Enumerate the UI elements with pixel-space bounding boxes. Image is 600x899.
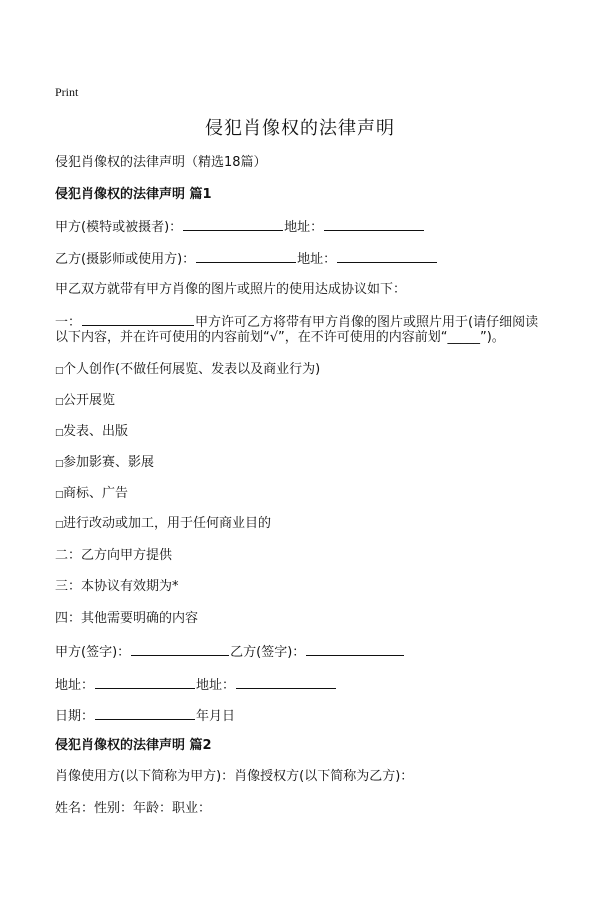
clause-1-continuation: 以下内容，并在许可使用的内容前划“√”，在不许可使用的内容前划“_____”)。: [55, 330, 505, 345]
checkbox-icon: □: [55, 428, 64, 438]
party-b-name-blank: [196, 249, 296, 263]
signature-row: [55, 642, 405, 661]
checkbox-icon: □: [55, 397, 64, 407]
party-a-address-blank: [324, 217, 424, 231]
date-label: 日期：: [55, 709, 95, 724]
section-2-line-1: 肖像使用方(以下简称为甲方)：肖像授权方(以下简称为乙方)：: [55, 769, 414, 784]
date-row: [55, 706, 235, 725]
party-b-address-label: 地址：: [297, 252, 337, 267]
sign-address-b-blank: [236, 675, 336, 689]
clause-4: 四：其他需要明确的内容: [55, 611, 199, 626]
date-suffix: 年月日: [196, 709, 236, 724]
option-personal-creation: [55, 361, 320, 380]
option-modification: [55, 515, 271, 534]
section-2-heading: 侵犯肖像权的法律声明 篇2: [55, 738, 212, 753]
party-a-label: 甲方(模特或被摄者)：: [55, 220, 183, 235]
option-trademark: [55, 485, 128, 504]
option-label: 进行改动或加工，用于任何商业目的: [63, 516, 272, 531]
party-a-address-label: 地址：: [284, 220, 324, 235]
sign-address-b-label: 地址：: [196, 678, 236, 693]
date-blank: [95, 706, 195, 720]
party-b-address-blank: [337, 249, 437, 263]
option-label: 发表、出版: [63, 424, 129, 439]
option-public-exhibition: [55, 392, 115, 411]
section-2-line-2: 姓名：性别：年龄：职业：: [55, 801, 212, 816]
clause-1-text: 甲方许可乙方将带有甲方肖像的图片或照片用于(请仔细阅读: [195, 315, 539, 330]
option-label: 公开展览: [63, 393, 116, 408]
clause-1-blank: [82, 312, 194, 326]
print-label: Print: [55, 85, 79, 99]
sign-address-a-label: 地址：: [55, 678, 95, 693]
page-title: 侵犯肖像权的法律声明: [205, 118, 395, 139]
option-label: 商标、广告: [63, 486, 129, 501]
clause-3: 三：本协议有效期为*: [55, 579, 179, 594]
sign-a-blank: [131, 642, 229, 656]
checkbox-icon: □: [55, 459, 64, 469]
checkbox-icon: □: [55, 520, 64, 530]
option-label: 参加影赛、影展: [63, 455, 155, 470]
option-publish: [55, 423, 128, 442]
section-1-heading: 侵犯肖像权的法律声明 篇1: [55, 187, 212, 202]
party-b-row: [55, 249, 438, 268]
party-a-row: [55, 217, 425, 236]
clause-2: 二：乙方向甲方提供: [55, 548, 173, 563]
option-contest: [55, 454, 154, 473]
sign-b-blank: [306, 642, 404, 656]
agreement-intro: 甲乙双方就带有甲方肖像的图片或照片的使用达成协议如下：: [55, 282, 407, 297]
option-label: 个人创作(不做任何展览、发表以及商业行为): [63, 362, 321, 377]
checkbox-icon: □: [55, 366, 64, 376]
sign-a-label: 甲方(签字)：: [55, 645, 131, 660]
sign-address-a-blank: [95, 675, 195, 689]
signature-address-row: [55, 675, 337, 694]
party-b-label: 乙方(摄影师或使用方)：: [55, 252, 196, 267]
party-a-name-blank: [183, 217, 283, 231]
checkbox-icon: □: [55, 490, 64, 500]
document-subtitle: 侵犯肖像权的法律声明（精选18篇）: [55, 155, 267, 170]
sign-b-label: 乙方(签字)：: [230, 645, 306, 660]
clause-1-prefix: 一：: [55, 315, 82, 330]
